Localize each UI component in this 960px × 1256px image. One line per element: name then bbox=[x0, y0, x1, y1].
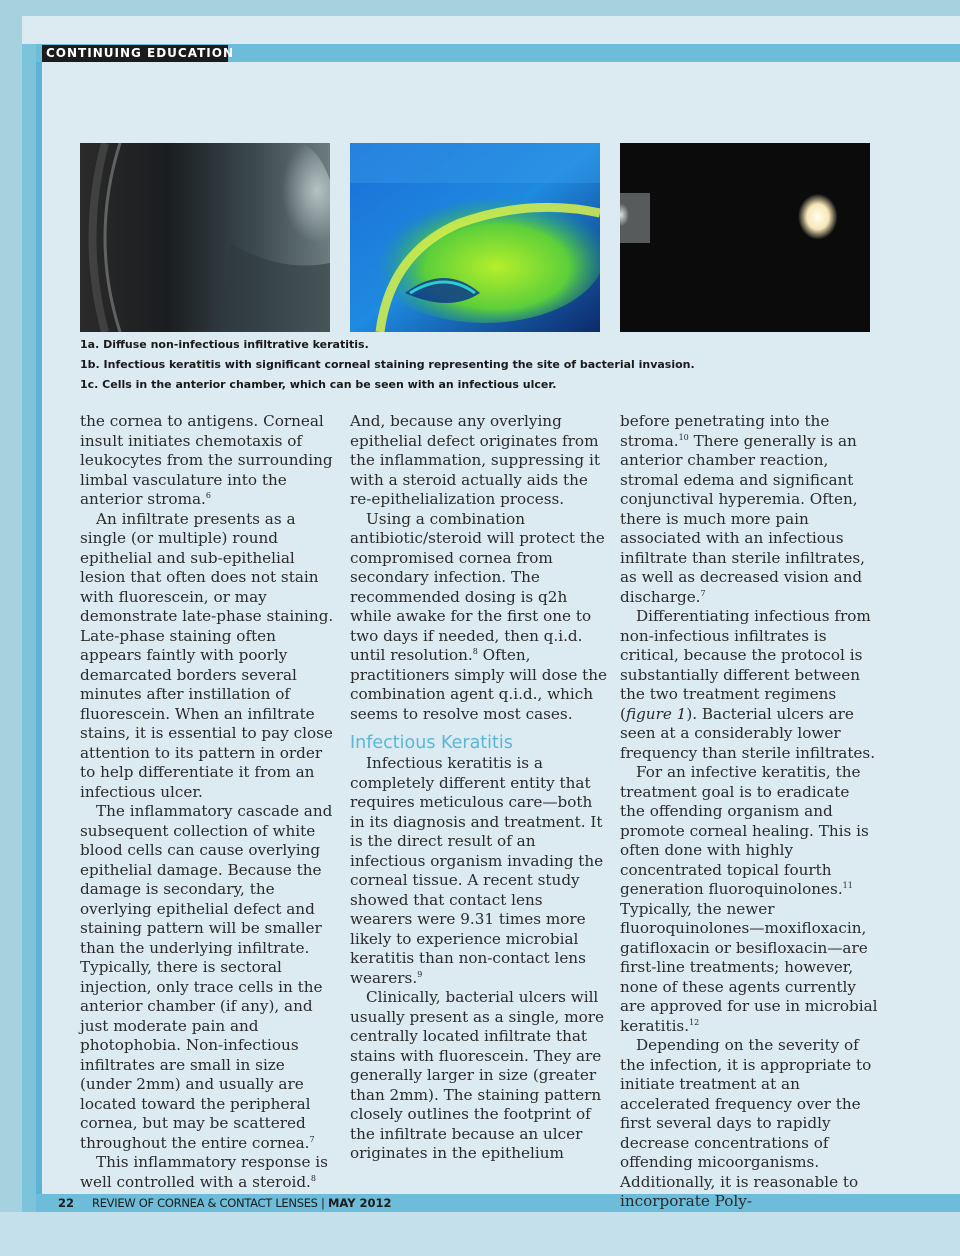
figure-1c-caption: 1c. Cells in the anterior chamber, which can be seen with an infectious ulcer. bbox=[80, 378, 557, 391]
body-paragraph: This inflammatory response is well controlled with a steroid.$^8$ bbox=[80, 1153, 328, 1191]
figure-1b-photo bbox=[350, 143, 600, 332]
page-number: 22 bbox=[58, 1196, 75, 1210]
figure-1a-photo bbox=[80, 143, 330, 332]
section-heading: Infectious Keratitis bbox=[350, 733, 513, 753]
body-paragraph: Depending on the severity of the infection, it is appropriate to initiate treatment at an accelerated frequency over the first several days to rapidly decrease concentrations of offending micoorganisms. Additionally, it is reasonable to incorporate Poly- bbox=[620, 1036, 872, 1210]
text-column-2 bbox=[350, 412, 608, 1164]
reference-mark: 7 bbox=[700, 588, 706, 598]
body-paragraph: And, because any overlying epithelial defect originates from the inflammation, suppressing it with a steroid actually aids the re-epithelialization process. bbox=[350, 412, 600, 508]
text-column-3 bbox=[620, 412, 878, 1212]
body-paragraph: the cornea to antigens. Corneal insult initiates chemotaxis of leukocytes from the surrounding limbal vasculature into the anterior stroma.$^6$ bbox=[80, 412, 333, 508]
text-column-1 bbox=[80, 412, 338, 1192]
figure-1c-photo bbox=[620, 143, 870, 332]
body-paragraph: Clinically, bacterial ulcers will usually present as a single, more centrally located infiltrate that stains with fluorescein. They are generally larger in size (greater than 2mm). The staining pattern closely outlines the footprint of the infiltrate because an ulcer originates in the epithelium bbox=[350, 988, 605, 1162]
reference-mark: 11 bbox=[842, 880, 853, 890]
figure-1a-caption: 1a. Diffuse non-infectious infiltrative keratitis. bbox=[80, 338, 369, 351]
reference-mark: 10 bbox=[678, 432, 689, 442]
figure-reference: figure 1 bbox=[625, 704, 687, 723]
page-frame-left bbox=[0, 0, 22, 1256]
body-paragraph: Differentiating infectious from non-infectious infiltrates is critical, because the protocol is substantially different between the two treatment regimens (figure 1). Bacterial ulcers are seen at a considerably lower frequency than sterile infiltrates. bbox=[620, 607, 876, 762]
page-frame-top bbox=[0, 0, 960, 16]
page-footer bbox=[58, 1195, 392, 1211]
reference-mark: 9 bbox=[417, 969, 423, 979]
body-paragraph: For an infective keratitis, the treatment goal is to eradicate the offending organism and promote corneal healing. This is often done with highly concentrated topical fourth generation fluoroquinolones.$^{11}$ Typically, the newer fluoroquinolones—moxifloxacin, gatifloxacin or besifloxacin—are first-line treatments; however, none of these agents currently are approved for use in microbial keratitis.$^{12}$ bbox=[620, 763, 878, 1035]
reference-mark: 8 bbox=[472, 646, 478, 656]
page-frame-bottom bbox=[0, 1212, 960, 1256]
reference-mark: 12 bbox=[689, 1017, 700, 1027]
section-tag: CONTINUING EDUCATION bbox=[42, 45, 228, 62]
journal-name: REVIEW OF CORNEA & CONTACT LENSES | bbox=[92, 1196, 328, 1210]
page-accent-band-left bbox=[22, 44, 36, 1212]
page-accent-band-left-inner bbox=[36, 44, 42, 1212]
body-paragraph: Infectious keratitis is a completely different entity that requires meticulous care—both in its diagnosis and treatment. It is the direct result of an infectious organism invading the corneal tissue. A recent study showed that contact lens wearers were 9.31 times more likely to experience microbial keratitis than non-contact lens wearers.$^9$ bbox=[350, 754, 604, 987]
body-paragraph: An infiltrate presents as a single (or multiple) round epithelial and sub-epithelial lesion that often does not stain with fluorescein, or may demonstrate late-phase staining. Late-phase staining often appears faintly with poorly demarcated borders several minutes after instillation of fluorescein. When an infiltrate stains, it is essential to pay close attention to its pattern in order to help differentiate it from an infectious ulcer. bbox=[80, 509, 334, 801]
body-paragraph: The inflammatory cascade and subsequent collection of white blood cells can cause overlying epithelial damage. Because the damage is secondary, the overlying epithelial defect and staining pattern will be smaller than the underlying infiltrate. Typically, there is sectoral injection, only trace cells in the anterior chamber (if any), and just moderate pain and photophobia. Non-infectious infiltrates are small in size (under 2mm) and usually are located toward the peripheral cornea, but may be scattered throughout the entire cornea.$^7$ bbox=[80, 802, 333, 1152]
reference-mark: 8 bbox=[310, 1173, 316, 1183]
figure-1b-caption: 1b. Infectious keratitis with significant corneal staining representing the site of bacterial invasion. bbox=[80, 358, 695, 371]
body-paragraph: before penetrating into the stroma.$^{10}$ There generally is an anterior chamber reaction, stromal edema and significant conjunctival hyperemia. Often, there is much more pain associated with an infectious infiltrate than sterile infiltrates, as well as decreased vision and discharge.$^7$ bbox=[620, 412, 865, 606]
reference-mark: 6 bbox=[205, 490, 211, 500]
body-paragraph: Using a combination antibiotic/steroid will protect the compromised cornea from secondary infection. The recommended dosing is q2h while awake for the first one to two days if needed, then q.i.d. until resolution.$^8$ Often, practitioners simply will dose the combination agent q.i.d., which seems to resolve most cases. bbox=[350, 509, 608, 723]
reference-mark: 7 bbox=[309, 1134, 315, 1144]
issue-date: MAY 2012 bbox=[327, 1196, 392, 1210]
